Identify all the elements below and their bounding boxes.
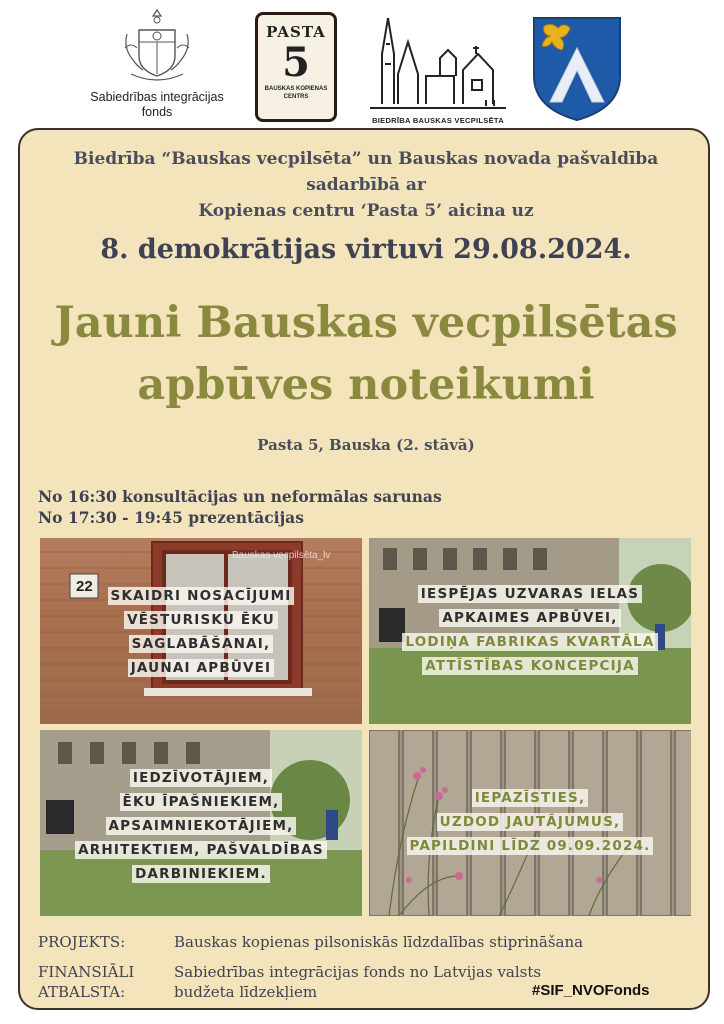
pasta5-logo <box>255 12 337 122</box>
bauska-shield-icon <box>530 14 624 124</box>
tile2-label <box>369 582 691 678</box>
event-place: Pasta 5, Bauska (2. stāvā) <box>257 436 475 454</box>
pasta5-logo-top: PASTA <box>266 23 326 41</box>
hashtag: #SIF_NVOFonds <box>532 982 650 999</box>
tile3-line4: ARHITEKTIEM, PAŠVALDĪBAS <box>75 841 327 859</box>
sif-caption-line1: Sabiedrības integrācijas <box>90 90 224 104</box>
tile4-line1: IEPAZĪSTIES, <box>472 789 589 807</box>
sif-caption-line2: fonds <box>141 105 173 119</box>
tile2-line1: IESPĒJAS UZVARAS IELAS <box>418 585 642 603</box>
tile3-label <box>40 766 362 886</box>
pasta5-logo-line1: BAUSKAS KOPIENAS <box>264 86 328 92</box>
tile4-line3: PAPILDINI LĪDZ 09.09.2024. <box>407 837 654 855</box>
pasta5-logo-line2: CENTRS <box>283 94 309 100</box>
funding-label-line2: ATBALSTA: <box>38 983 126 1001</box>
event-date: 8. demokrātijas virtuvi 29.08.2024. <box>100 234 632 265</box>
project-value: Bauskas kopienas pilsoniskās līdzdalības stiprināšana <box>174 933 584 951</box>
tile1-line2: VĒSTURISKU ĒKU <box>124 611 278 629</box>
poster-panel <box>18 128 710 1010</box>
bauska-crest <box>530 14 624 126</box>
schedule-line2: No 17:30 - 19:45 prezentācijas <box>38 508 304 527</box>
headline <box>20 292 712 416</box>
tile3-line1: IEDZĪVOTĀJIEM, <box>130 769 272 787</box>
tile1-label <box>40 584 362 680</box>
intro-line1: Biedrība “Bauskas vecpilsēta” un Bauskas novada pašvaldība <box>73 149 659 169</box>
logo-bar <box>0 0 724 128</box>
tile3-line2: ĒKU ĪPAŠNIEKIEM, <box>120 793 283 811</box>
tile1-line3: SAGLABĀŠANAI, <box>129 635 274 653</box>
intro-line3: Kopienas centru ‘Pasta 5’ aicina uz <box>198 201 534 221</box>
tile4-line2: UZDOD JAUTĀJUMUS, <box>437 813 624 831</box>
schedule-line1: No 16:30 konsultācijas un neformālas sarunas <box>38 487 442 506</box>
latvia-coat-of-arms-icon <box>117 8 197 86</box>
tile3-line5: DARBINIEKIEM. <box>132 865 270 883</box>
funding-value-line2: budžeta līdzekļiem <box>174 983 318 1001</box>
tile3-line3: APSAIMNIEKOTĀJIEM, <box>106 817 297 835</box>
funding-value-line1: Sabiedrības integrācijas fonds no Latvijas valsts <box>174 963 542 981</box>
pasta5-logo-number: 5 <box>282 39 310 86</box>
photo-tile-factory <box>369 538 691 724</box>
tile4-label <box>369 786 691 858</box>
bbv-logo <box>368 14 508 126</box>
tile1-line1: SKAIDRI NOSACĪJUMI <box>108 587 295 605</box>
intro-text <box>20 146 712 224</box>
intro-line2: sadarbībā ar <box>306 175 426 195</box>
photo-tile-house <box>40 538 362 724</box>
project-label: PROJEKTS: <box>38 933 126 951</box>
tile2-line3: LODIŅA FABRIKAS KVARTĀLA <box>402 633 657 651</box>
headline-line1: Jauni Bauskas vecpilsētas <box>54 298 678 348</box>
photo-watermark: Bauskas vecpilsēta_lv <box>232 550 331 561</box>
tile2-line2: APKAIMES APBŪVEI, <box>439 609 620 627</box>
funding-label-line1: FINANSIĀLI <box>38 963 135 981</box>
headline-line2: apbūves noteikumi <box>137 360 595 410</box>
tile1-line4: JAUNAI APBŪVEI <box>128 659 275 677</box>
photo-tile-fence <box>369 730 691 916</box>
project-row <box>38 932 688 952</box>
house-number: 22 <box>76 578 93 595</box>
photo-tile-audience <box>40 730 362 916</box>
bbv-caption: BIEDRĪBA BAUSKAS VECPILSĒTA <box>372 116 504 125</box>
tile2-line4: ATTĪSTĪBAS KONCEPCIJA <box>422 657 638 675</box>
sif-logo <box>82 8 232 128</box>
old-town-skyline-icon <box>368 14 508 112</box>
schedule <box>38 486 442 528</box>
